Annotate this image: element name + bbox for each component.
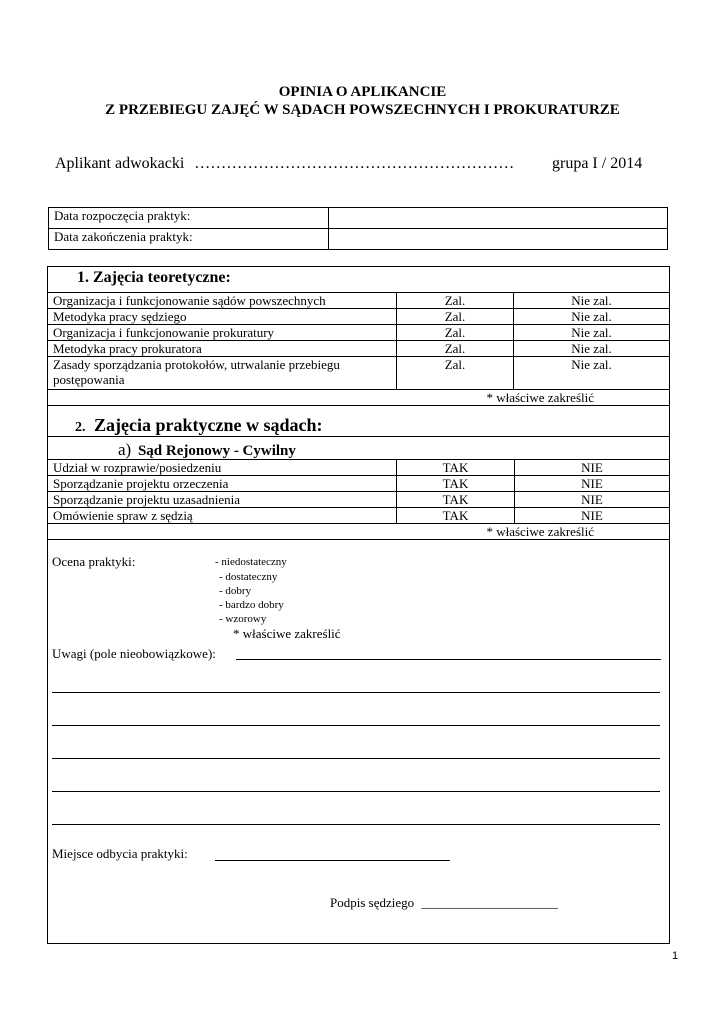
remarks-line[interactable] xyxy=(52,758,660,759)
remarks-line[interactable] xyxy=(52,692,660,693)
practice-row-label: Sporządzanie projektu orzeczenia xyxy=(48,476,397,492)
table-row xyxy=(48,325,670,341)
table-row xyxy=(48,492,670,508)
remarks-line[interactable] xyxy=(52,824,660,825)
practice-row-label: Omówienie spraw z sędzią xyxy=(48,508,397,524)
table-row xyxy=(48,293,670,309)
theory-pass-option[interactable]: Zal. xyxy=(397,325,514,341)
theory-row-label: Metodyka pracy prokuratora xyxy=(48,341,397,357)
grade-option[interactable]: - wzorowy xyxy=(219,613,267,625)
theory-fail-option[interactable]: Nie zal. xyxy=(514,325,670,341)
practice-row-label: Udział w rozprawie/posiedzeniu xyxy=(48,460,397,476)
applicant-dots: …………………………………………………… xyxy=(194,155,515,172)
practice-yes-option[interactable]: TAK xyxy=(397,476,515,492)
applicant-field xyxy=(55,155,514,173)
theory-row-label: Organizacja i funkcjonowanie sądów powszechnych xyxy=(48,293,397,309)
practice-no-option[interactable]: NIE xyxy=(515,508,670,524)
table-row xyxy=(48,357,670,390)
remarks-line[interactable] xyxy=(52,725,660,726)
grade-option[interactable]: - dostateczny xyxy=(219,571,278,583)
theory-pass-option[interactable]: Zal. xyxy=(397,341,514,357)
assessment-note: * właściwe zakreślić xyxy=(233,626,341,641)
start-date-field[interactable] xyxy=(329,208,668,229)
table-row xyxy=(49,229,668,250)
title-line-1: OPINIA O APLIKANCIE xyxy=(278,84,447,100)
grade-option[interactable]: - dobry xyxy=(219,585,252,597)
theory-table xyxy=(47,292,670,406)
practice-no-option[interactable]: NIE xyxy=(515,476,670,492)
start-date-label: Data rozpoczęcia praktyk: xyxy=(49,208,329,229)
practice-yes-option[interactable]: TAK xyxy=(397,508,515,524)
section-1-title: 1. Zajęcia teoretyczne: xyxy=(77,269,231,286)
practice-note: * właściwe zakreślić xyxy=(48,524,670,540)
section-2-text: Zajęcia praktyczne w sądach: xyxy=(94,415,323,435)
remarks-label: Uwagi (pole nieobowiązkowe): xyxy=(52,646,216,661)
applicant-label: Aplikant adwokacki xyxy=(55,155,185,172)
place-line[interactable] xyxy=(215,860,450,861)
theory-row-label: Metodyka pracy sędziego xyxy=(48,309,397,325)
grade-option[interactable]: - bardzo dobry xyxy=(219,599,284,611)
theory-note: * właściwe zakreślić xyxy=(48,390,670,406)
remarks-line[interactable] xyxy=(236,659,661,660)
end-date-field[interactable] xyxy=(329,229,668,250)
theory-fail-option[interactable]: Nie zal. xyxy=(514,309,670,325)
group-label: grupa I / 2014 xyxy=(552,155,643,172)
place-label: Miejsce odbycia praktyki: xyxy=(52,846,188,861)
theory-fail-option[interactable]: Nie zal. xyxy=(514,293,670,309)
table-row xyxy=(48,508,670,524)
table-row xyxy=(48,460,670,476)
theory-pass-option[interactable]: Zal. xyxy=(397,293,514,309)
title-line-2: Z PRZEBIEGU ZAJĘĆ W SĄDACH POWSZECHNYCH I PROKURATURZE xyxy=(105,102,620,118)
signature-field xyxy=(330,895,558,911)
theory-fail-option[interactable]: Nie zal. xyxy=(514,341,670,357)
practice-no-option[interactable]: NIE xyxy=(515,492,670,508)
table-row xyxy=(48,341,670,357)
grade-option[interactable]: - niedostateczny xyxy=(215,556,287,568)
subsection-a-text: Sąd Rejonowy - Cywilny xyxy=(137,443,296,459)
theory-pass-option[interactable]: Zal. xyxy=(397,357,514,390)
remarks-line[interactable] xyxy=(52,791,660,792)
table-row xyxy=(48,524,670,540)
signature-line[interactable]: _____________________ xyxy=(421,895,558,910)
signature-label: Podpis sędziego xyxy=(330,895,415,910)
subsection-a-letter: a) xyxy=(118,440,132,459)
practice-table xyxy=(47,459,670,540)
practice-yes-option[interactable]: TAK xyxy=(397,492,515,508)
theory-fail-option[interactable]: Nie zal. xyxy=(514,357,670,390)
page-number: 1 xyxy=(672,950,679,962)
section-2-number: 2. xyxy=(75,420,86,435)
table-row xyxy=(49,208,668,229)
theory-pass-option[interactable]: Zal. xyxy=(397,309,514,325)
table-row xyxy=(48,476,670,492)
table-row xyxy=(48,309,670,325)
theory-row-label: Zasady sporządzania protokołów, utrwalanie przebiegu postępowania xyxy=(48,357,397,390)
section-2-title xyxy=(75,415,322,436)
subsection-a-title xyxy=(118,440,296,460)
table-row xyxy=(48,390,670,406)
dates-table xyxy=(48,207,668,250)
practice-row-label: Sporządzanie projektu uzasadnienia xyxy=(48,492,397,508)
theory-row-label: Organizacja i funkcjonowanie prokuratury xyxy=(48,325,397,341)
practice-no-option[interactable]: NIE xyxy=(515,460,670,476)
practice-yes-option[interactable]: TAK xyxy=(397,460,515,476)
end-date-label: Data zakończenia praktyk: xyxy=(49,229,329,250)
divider xyxy=(47,436,670,437)
assessment-label: Ocena praktyki: xyxy=(52,554,136,569)
